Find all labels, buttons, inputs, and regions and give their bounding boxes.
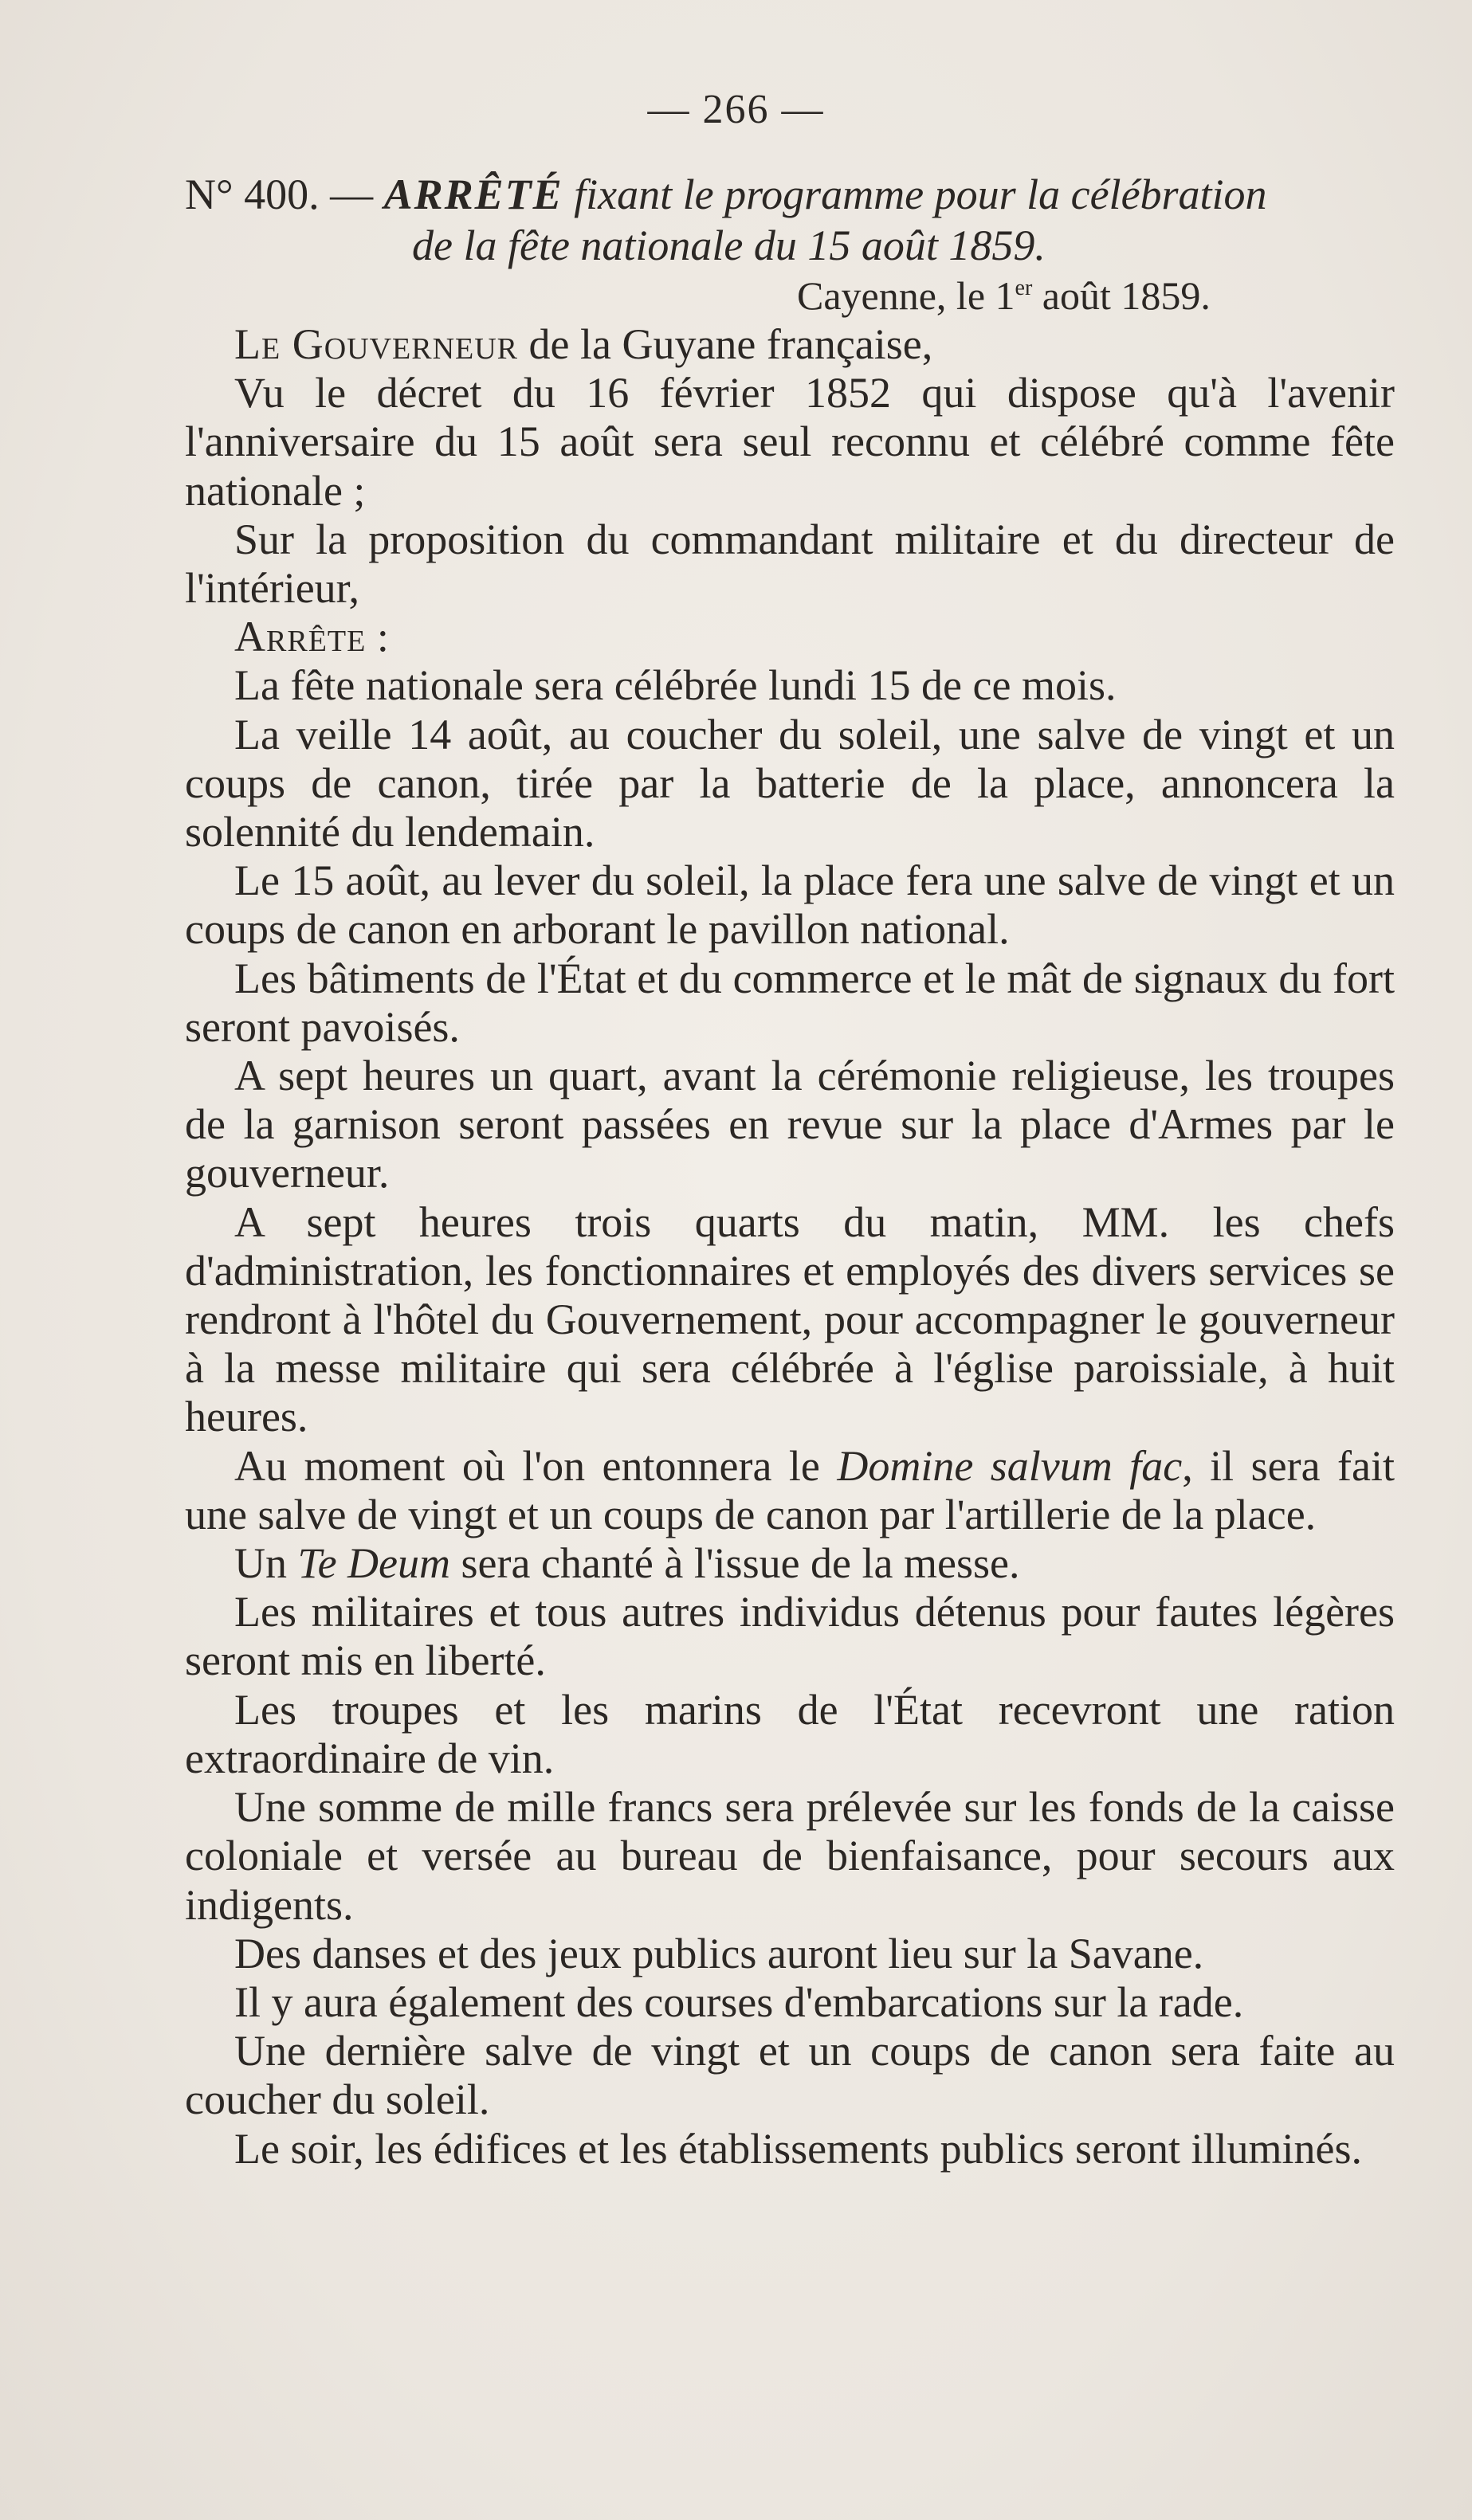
paragraph: Les troupes et les marins de l'État recevront une ration extraordinaire de vin. (185, 1685, 1395, 1782)
paragraph (185, 1442, 1395, 1539)
paragraph: Les bâtiments de l'État et du commerce et le mât de signaux du fort seront pavoisés. (185, 954, 1395, 1051)
dateline-prefix: Cayenne, le 1 (797, 273, 1015, 318)
decree-body (185, 320, 1395, 2173)
paragraph: Une somme de mille francs sera prélevée sur les fonds de la caisse coloniale et versée au bureau de bienfaisance, pour secours aux indigents. (185, 1783, 1395, 1929)
latin-phrase: Te Deum (297, 1539, 451, 1588)
paragraph (185, 613, 1395, 661)
paragraph: Une dernière salve de vingt et un coups de canon sera faite au coucher du soleil. (185, 2027, 1395, 2124)
paragraph: Il y aura également des courses d'embarcations sur la rade. (234, 1977, 1244, 2026)
paragraph-text: : (366, 613, 389, 661)
paragraph-text: , il sera fait une salve de vingt et un coups de canon par l'artillerie de la place. (185, 1441, 1395, 1538)
decree-title: fixant le programme pour la célébration (563, 170, 1267, 218)
latin-phrase: Domine salvum fac (837, 1441, 1183, 1490)
paragraph: Les militaires et tous autres individus détenus pour fautes légères seront mis en liberté. (185, 1588, 1395, 1685)
dateline (797, 272, 1211, 319)
arrete-label: Arrête (234, 613, 367, 661)
paragraph: La fête nationale sera célébrée lundi 15 de ce mois. (234, 661, 1117, 710)
paragraph: Vu le décret du 16 février 1852 qui dispose qu'à l'avenir l'anniversaire du 15 août sera seul reconnu et célébré comme fête nationale ; (185, 369, 1395, 515)
decree-title-keyword: ARRÊTÉ (383, 170, 563, 218)
dateline-suffix: août 1859. (1032, 273, 1211, 318)
paragraph: La veille 14 août, au coucher du soleil, une salve de vingt et un coups de canon, tirée par la batterie de la place, annoncera la solennité du lendemain. (185, 710, 1395, 856)
governor-label: Le Gouverneur (234, 320, 519, 368)
paragraph-text: Un (234, 1539, 298, 1588)
paragraph: A sept heures un quart, avant la cérémonie religieuse, les troupes de la garnison seront passées en revue sur la place d'Armes par le gouverneur. (185, 1052, 1395, 1197)
paragraph: Le soir, les édifices et les établissements publics seront illuminés. (234, 2124, 1363, 2173)
dateline-superscript: er (1015, 276, 1033, 300)
paragraph: Sur la proposition du commandant militaire et du directeur de l'intérieur, (185, 515, 1395, 613)
paragraph (185, 1539, 1395, 1588)
decree-title-second-line: de la fête nationale du 15 août 1859. (412, 221, 1046, 269)
decree-heading (185, 169, 1396, 271)
paragraph: Le 15 août, au lever du soleil, la place fera une salve de vingt et un coups de canon en arborant le pavillon national. (185, 856, 1395, 954)
page-number: — 266 — (647, 87, 825, 132)
paragraph-text: sera chanté à l'issue de la messe. (450, 1539, 1020, 1588)
paragraph: A sept heures trois quarts du matin, MM. les chefs d'administration, les fonctionnaires et employés des divers services se rendront à l'hôtel du Gouvernement, pour accompagner le gouverneur à la messe militaire qui sera célébrée à l'église paroissiale, à huit heures. (185, 1197, 1395, 1441)
decree-number: N° 400. — (185, 170, 384, 218)
paragraph (185, 320, 1395, 369)
paragraph: Des danses et des jeux publics auront lieu sur la Savane. (234, 1929, 1204, 1977)
paragraph-text: de la Guyane française, (518, 320, 933, 368)
paragraph-text: Au moment où l'on entonnera le (234, 1441, 838, 1490)
